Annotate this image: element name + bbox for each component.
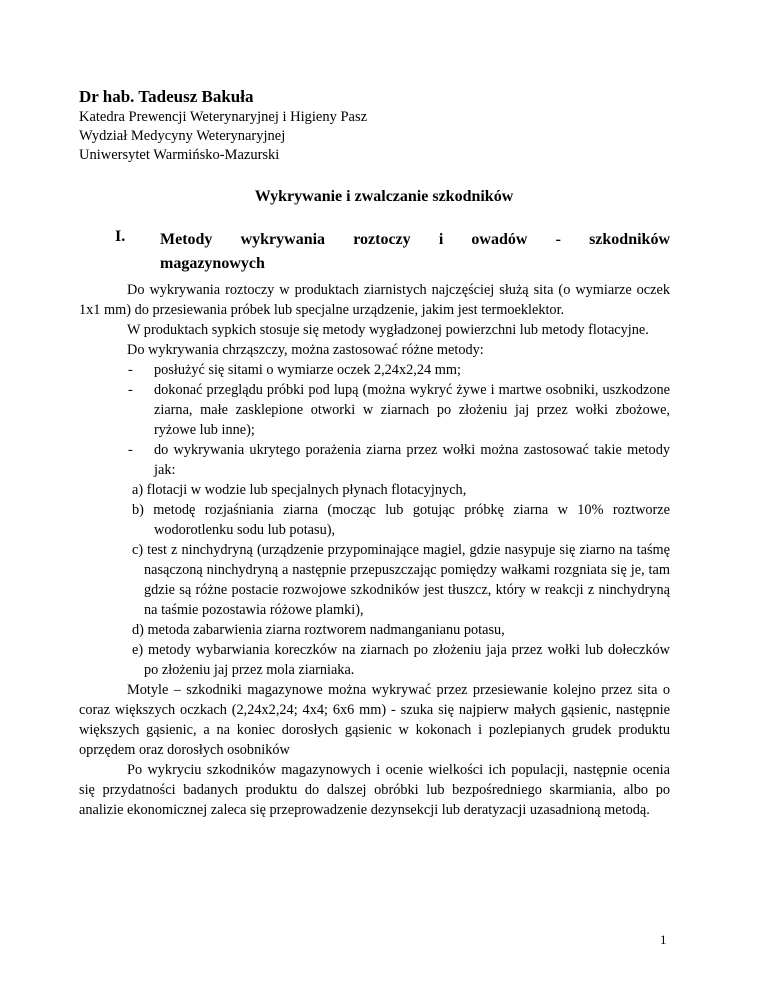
author-block xyxy=(79,86,367,165)
section-title-line1: Metody wykrywania roztoczy i owadów - szkodników xyxy=(160,231,670,248)
list-dash: - xyxy=(128,362,133,378)
paragraph-assessment: Po wykryciu szkodników magazynowych i ocenie wielkości ich populacji, następnie ocenia się przydatności badanych produktu do dalszej obróbki lub bezpośredniego skarmiania, albo po analizie ekonomicznej zaleca się przeprowadzenie dezynsekcji lub deratyzacji uzasadnioną metodą. xyxy=(79,762,670,818)
page-number: 1 xyxy=(660,932,667,947)
affiliation-faculty: Wydział Medycyny Weterynaryjnej xyxy=(79,128,286,144)
paragraph-bulk-products: W produktach sypkich stosuje się metody wygładzonej powierzchni lub metody flotacyjne. xyxy=(127,322,649,338)
list-item xyxy=(128,360,670,380)
method-item-a: a) flotacji w wodzie lub specjalnych płynach flotacyjnych, xyxy=(132,482,467,498)
affiliation-university: Uniwersytet Warmińsko-Mazurski xyxy=(79,147,280,163)
method-item-c: c) test z ninchydryną (urządzenie przypominające magiel, gdzie nasypuje się ziarno na taśmę nasączoną ninchydryną a następnie przepuszczając pomiędzy wałkami rozgniata się je, tam gdzie są różne postacie rozwojowe szkodników jest tłuszcz, który w reakcji z ninchydryną na taśmie pozostawia różowe plamki), xyxy=(132,542,670,618)
document-body xyxy=(79,280,670,820)
section-number: I. xyxy=(115,228,126,245)
list-item-text: posłużyć się sitami o wymiarze oczek 2,24x2,24 mm; xyxy=(154,362,461,378)
affiliation-department: Katedra Prewencji Weterynaryjnej i Higieny Pasz xyxy=(79,109,368,125)
list-item-text: dokonać przeglądu próbki pod lupą (można wykryć żywe i martwe osobniki, uszkodzone ziarna, małe zasklepione otworki w ziarnach po złożeniu jaj przez wołki zbożowe, ryżowe lub inne); xyxy=(154,382,670,438)
paragraph-moths: Motyle – szkodniki magazynowe można wykrywać przez przesiewanie kolejno przez sita o coraz większych oczkach (2,24x2,24; 4x4; 6x6 mm) - szuka się najpierw małych gąsienic, następnie większych gąsienic, a na koniec dorosłych gąsienic w kokonach i pozlepianych grudek produktu oprzędem oraz dorosłych osobników xyxy=(79,682,670,758)
method-item-d: d) metoda zabarwienia ziarna roztworem nadmanganianu potasu, xyxy=(132,622,505,638)
document-title: Wykrywanie i zwalczanie szkodników xyxy=(254,188,514,205)
list-dash: - xyxy=(128,442,133,458)
list-item-text: do wykrywania ukrytego porażenia ziarna przez wołki można zastosować takie metody jak: xyxy=(154,442,670,478)
author-name: Dr hab. Tadeusz Bakuła xyxy=(79,87,254,106)
section-title xyxy=(160,228,670,276)
list-item xyxy=(128,440,670,480)
paragraph-beetles-intro: Do wykrywania chrząszczy, można zastosować różne metody: xyxy=(127,342,484,358)
paragraph-mites: Do wykrywania roztoczy w produktach ziarnistych najczęściej służą sita (o wymiarze oczek 1x1 mm) do przesiewania próbek lub specjalne urządzenie, jakim jest termoeklektor. xyxy=(79,282,670,318)
section-title-line2: magazynowych xyxy=(160,255,265,272)
method-item-e: e) metody wybarwiania koreczków na ziarnach po złożeniu jaja przez wołki lub dołeczków po złożeniu jaj przez mola ziarniaka. xyxy=(132,642,670,678)
list-item xyxy=(128,380,670,440)
method-item-b: b) metodę rozjaśniania ziarna (mocząc lub gotując próbkę ziarna w 10% roztworze wodorotlenku sodu lub potasu), xyxy=(132,502,670,538)
list-dash: - xyxy=(128,382,133,398)
